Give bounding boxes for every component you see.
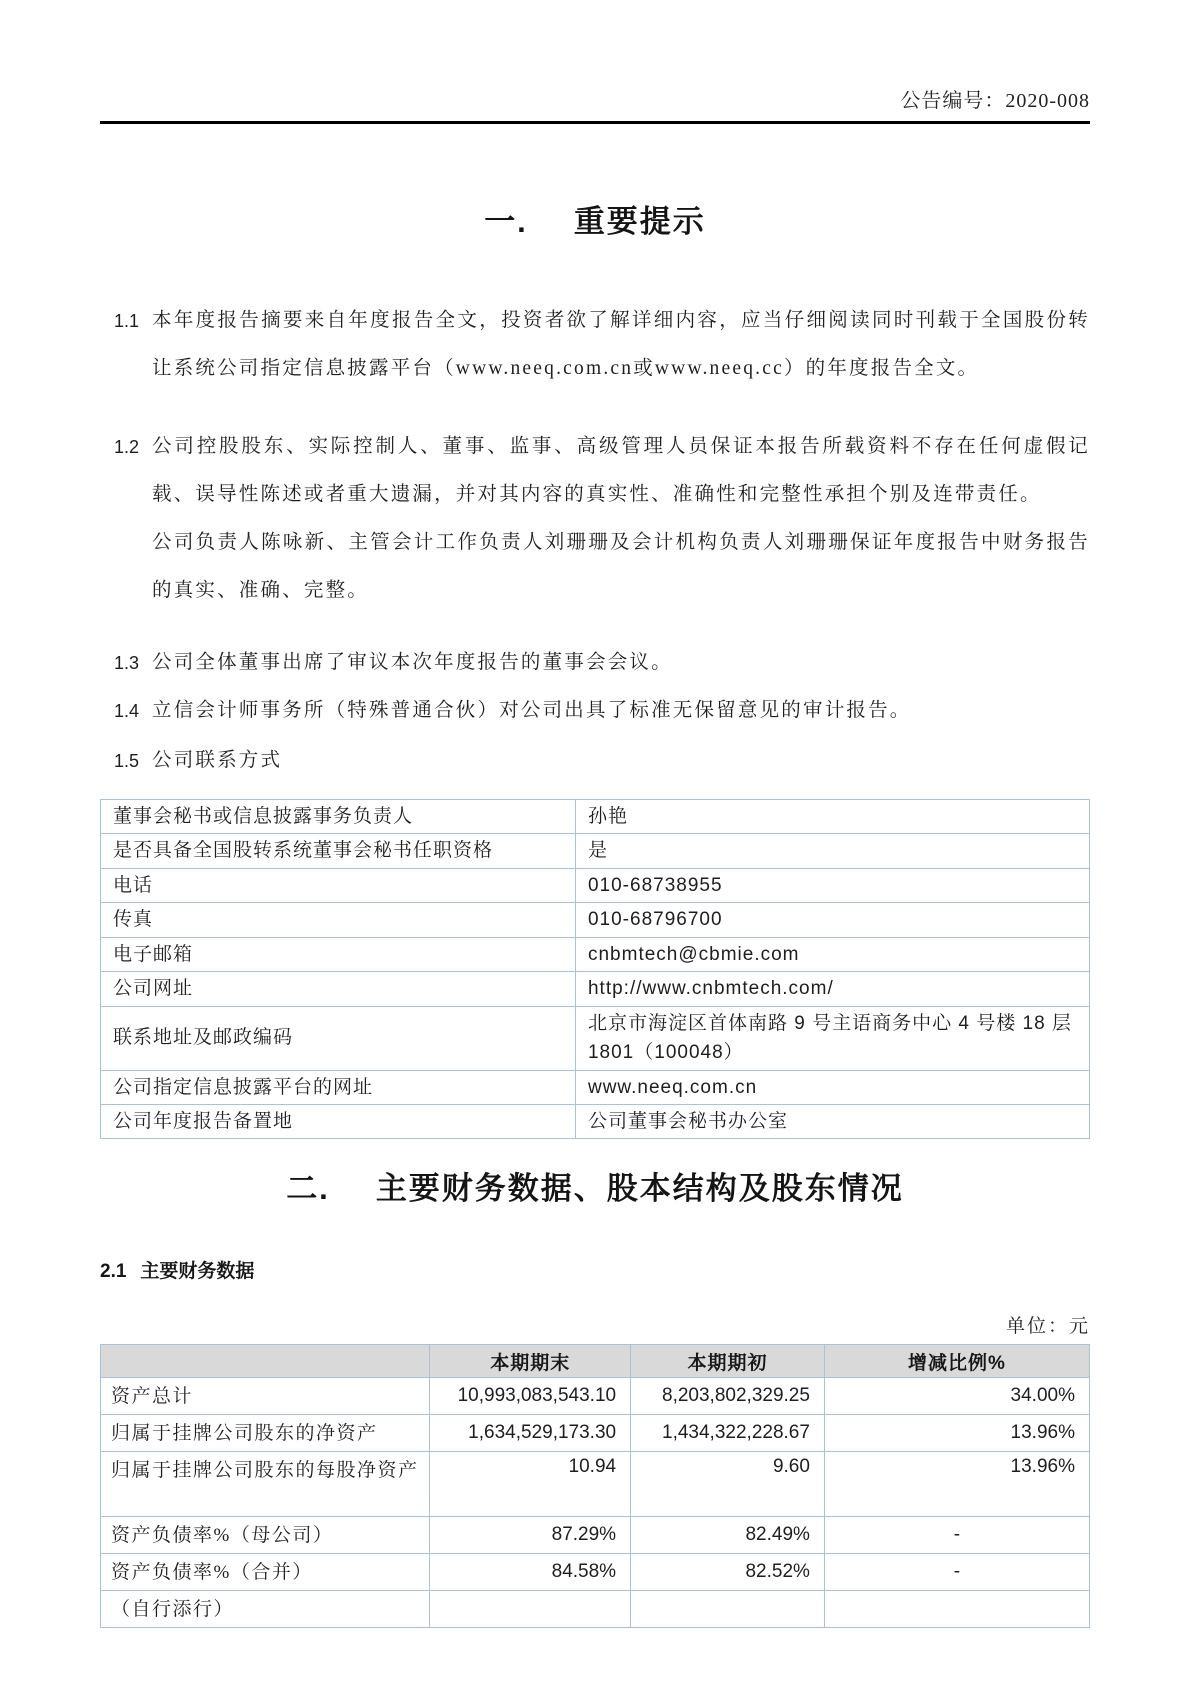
table-row — [101, 1452, 1090, 1517]
row-label: 资产总计 — [101, 1378, 430, 1415]
value-change: 34.00% — [824, 1378, 1089, 1415]
section2-heading — [100, 1163, 1090, 1208]
item-number: 1.2 — [114, 437, 140, 457]
paragraph: 本年度报告摘要来自年度报告全文，投资者欲了解详细内容，应当仔细阅读同时刊载于全国股份转让系统公司指定信息披露平台（www.neeq.com.cn或www.neeq.cc）的年度报告全文。 — [152, 310, 1090, 379]
contact-value: 010-68738955 — [575, 868, 1089, 902]
row-label: 资产负债率%（母公司） — [101, 1517, 430, 1554]
table-row — [101, 1554, 1090, 1591]
contact-label: 传真 — [101, 903, 576, 937]
contact-label: 董事会秘书或信息披露事务负责人 — [101, 800, 576, 834]
item-number: 1.1 — [114, 311, 140, 331]
column-header-change-ratio: 增减比例% — [824, 1345, 1089, 1378]
contact-value: 是 — [575, 834, 1089, 868]
section2-heading-title: 主要财务数据、股本结构及股东情况 — [375, 1171, 904, 1207]
table-row — [101, 1006, 1090, 1070]
section2-heading-number: 二. — [286, 1171, 330, 1207]
item-number: 1.3 — [114, 653, 140, 673]
unit-label: 单位：元 — [1005, 1316, 1090, 1338]
table-row — [101, 903, 1090, 937]
column-header-period-begin: 本期期初 — [631, 1345, 825, 1378]
key-financial-data-table — [100, 1344, 1090, 1628]
table-row — [101, 1415, 1090, 1452]
company-contact-table — [100, 799, 1090, 1139]
value-period-begin: 8,203,802,329.25 — [631, 1378, 825, 1415]
value-change — [824, 1591, 1089, 1628]
value-period-begin — [631, 1591, 825, 1628]
subsection-2-1-heading — [100, 1256, 1090, 1283]
contact-value: 孙艳 — [575, 800, 1089, 834]
table-row — [101, 1070, 1090, 1104]
subsection-number: 2.1 — [100, 1261, 127, 1283]
table-row — [101, 1104, 1090, 1138]
value-period-end: 1,634,529,173.30 — [430, 1415, 631, 1452]
item-body — [152, 737, 1090, 785]
item-body — [152, 687, 1090, 735]
item-1-4 — [100, 687, 1090, 735]
item-1-2 — [100, 423, 1090, 615]
value-change: - — [824, 1517, 1089, 1554]
contact-value: www.neeq.com.cn — [575, 1070, 1089, 1104]
paragraph: 公司负责人陈咏新、主管会计工作负责人刘珊珊及会计机构负责人刘珊珊保证年度报告中财务报告的真实、准确、完整。 — [152, 532, 1090, 601]
contact-label: 公司网址 — [101, 972, 576, 1006]
subsection-title: 主要财务数据 — [140, 1261, 255, 1283]
table-row — [101, 1378, 1090, 1415]
table-row — [101, 1591, 1090, 1628]
table-header-row — [101, 1345, 1090, 1378]
contact-value: cnbmtech@cbmie.com — [575, 937, 1089, 971]
item-1-5 — [100, 737, 1090, 785]
value-period-begin: 1,434,322,228.67 — [631, 1415, 825, 1452]
value-period-begin: 82.52% — [631, 1554, 825, 1591]
column-header-blank — [101, 1345, 430, 1378]
row-label: （自行添行） — [101, 1591, 430, 1628]
value-period-end: 87.29% — [430, 1517, 631, 1554]
paragraph: 立信会计师事务所（特殊普通合伙）对公司出具了标准无保留意见的审计报告。 — [152, 700, 912, 721]
value-period-end — [430, 1591, 631, 1628]
contact-value: 010-68796700 — [575, 903, 1089, 937]
contact-value: http://www.cnbmtech.com/ — [575, 972, 1089, 1006]
value-period-begin: 9.60 — [631, 1452, 825, 1517]
value-period-begin: 82.49% — [631, 1517, 825, 1554]
announcement-number: 公告编号：2020-008 — [100, 84, 1090, 124]
value-period-end: 10.94 — [430, 1452, 631, 1517]
contact-label: 电子邮箱 — [101, 937, 576, 971]
table-row — [101, 972, 1090, 1006]
contact-label: 公司年度报告备置地 — [101, 1104, 576, 1138]
value-period-end: 10,993,083,543.10 — [430, 1378, 631, 1415]
row-label: 归属于挂牌公司股东的净资产 — [101, 1415, 430, 1452]
table-row — [101, 800, 1090, 834]
table-row — [101, 868, 1090, 902]
column-header-period-end: 本期期末 — [430, 1345, 631, 1378]
paragraph: 公司联系方式 — [152, 750, 283, 771]
contact-label: 是否具备全国股转系统董事会秘书任职资格 — [101, 834, 576, 868]
row-label: 归属于挂牌公司股东的每股净资产 — [101, 1452, 430, 1517]
table-row — [101, 937, 1090, 971]
item-number: 1.4 — [114, 701, 140, 721]
table-row — [101, 834, 1090, 868]
item-1-1 — [100, 297, 1090, 393]
item-number: 1.5 — [114, 751, 140, 771]
contact-label: 公司指定信息披露平台的网址 — [101, 1070, 576, 1104]
item-body — [152, 639, 1090, 687]
paragraph: 公司全体董事出席了审议本次年度报告的董事会会议。 — [152, 652, 673, 673]
value-change: 13.96% — [824, 1415, 1089, 1452]
contact-value: 公司董事会秘书办公室 — [575, 1104, 1089, 1138]
table-row — [101, 1517, 1090, 1554]
section1-heading-number: 一. — [484, 204, 528, 239]
value-change: - — [824, 1554, 1089, 1591]
contact-label: 联系地址及邮政编码 — [101, 1006, 576, 1070]
item-body — [152, 423, 1090, 615]
contact-value: 北京市海淀区首体南路 9 号主语商务中心 4 号楼 18 层 1801（100048） — [575, 1006, 1089, 1070]
section1-heading-title: 重要提示 — [573, 204, 706, 239]
value-change: 13.96% — [824, 1452, 1089, 1517]
contact-label: 电话 — [101, 868, 576, 902]
section1-heading — [100, 196, 1090, 241]
value-period-end: 84.58% — [430, 1554, 631, 1591]
item-1-3 — [100, 639, 1090, 687]
item-body — [152, 297, 1090, 393]
row-label: 资产负债率%（合并） — [101, 1554, 430, 1591]
paragraph: 公司控股股东、实际控制人、董事、监事、高级管理人员保证本报告所载资料不存在任何虚假记载、误导性陈述或者重大遗漏，并对其内容的真实性、准确性和完整性承担个别及连带责任。 — [152, 436, 1090, 505]
